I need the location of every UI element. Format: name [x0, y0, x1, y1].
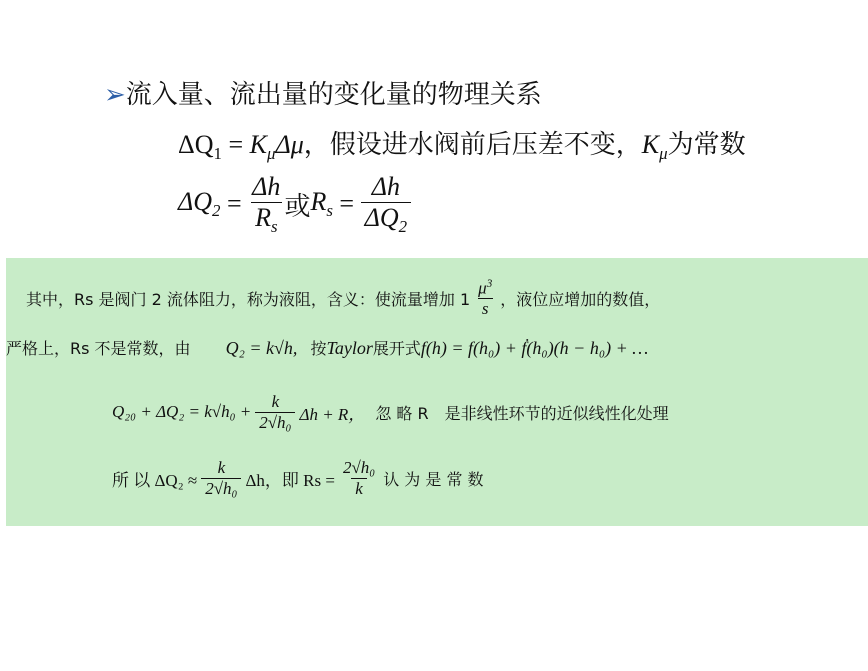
eq1-text2: 为常数: [667, 130, 746, 159]
eq1-comma: ，: [303, 130, 330, 159]
line3-lhs: Q₂₀ + ΔQ₂ = k√h₀ +: [112, 402, 252, 422]
equation-flow-out: [178, 172, 411, 237]
line4-fraction-2: $\frac{\text{2√h₀}}{k}$: [342, 458, 376, 498]
arrow-bullet-icon: ➢: [104, 80, 126, 110]
line1-tail: ，液位应增加的数值，: [500, 289, 661, 309]
eq2-f2-num: Δh: [371, 172, 400, 201]
eq2-fraction-1: [248, 172, 284, 237]
line3-rhs: Δh + R，: [299, 404, 366, 424]
line2-mid2: 展开式: [372, 339, 421, 358]
box-line-1: [26, 278, 660, 319]
line3-fraction: $\frac{k}{\text{2√h₀}}$: [255, 392, 295, 432]
eq1-dmu: Δμ: [275, 130, 304, 159]
box-line-3: [112, 392, 669, 432]
eq2-f1-den: $R_s$: [251, 202, 281, 237]
eq2-or: 或: [284, 191, 311, 221]
eq2-f2-den: $\Delta Q_2$: [361, 202, 412, 237]
heading-text: 流入量、流出量的变化量的物理关系: [125, 80, 542, 110]
eq1-equals: =: [221, 130, 250, 159]
eq2-r: $R_s$: [310, 187, 333, 221]
eq2-f1-num: Δh: [252, 172, 281, 201]
line2-eq: Q₂ = k√h,: [225, 338, 298, 358]
line2-taylor: Taylor: [326, 338, 373, 358]
eq2-equals: =: [220, 189, 249, 219]
eq1-k2: $K_\mu$: [641, 130, 668, 164]
line4-tail: 认 为 是 常 数: [383, 469, 484, 489]
unit-fraction: $\frac{\mu^3}{s}$: [478, 278, 493, 319]
line2-mid: 按: [310, 339, 327, 358]
line4-mid: Δh，即 Rs =: [245, 470, 335, 490]
eq2-equals-2: =: [332, 189, 361, 219]
line1-text: 其中，Rs 是阀门 2 流体阻力，称为液阻，含义：使流量增加 1: [26, 289, 471, 309]
eq2-lhs: $\Delta Q_2$: [178, 187, 221, 221]
eq1-lhs: $\Delta Q_1$: [178, 130, 222, 164]
line2-text: 严格上，Rs 不是常数，由: [6, 339, 191, 358]
eq1-text: 假设进水阀前后压差不变，: [329, 130, 642, 159]
line4-pre: 所 以 ΔQ₂ ≈: [112, 470, 198, 490]
box-line-2: [6, 336, 648, 359]
line4-fraction-1: $\frac{k}{\text{2√h₀}}$: [201, 458, 241, 498]
eq2-fraction-2: [361, 172, 412, 237]
equation-flow-in: [178, 124, 746, 164]
box-line-4: [112, 458, 484, 498]
eq1-k: $K_\mu$: [249, 130, 276, 164]
section-heading: [104, 74, 542, 111]
line3-text: 忽 略 R 是非线性环节的近似线性化处理: [375, 403, 669, 423]
line2-series: f(h) = f(h₀) + ḟ(h₀)(h − h₀) + …: [420, 338, 649, 358]
